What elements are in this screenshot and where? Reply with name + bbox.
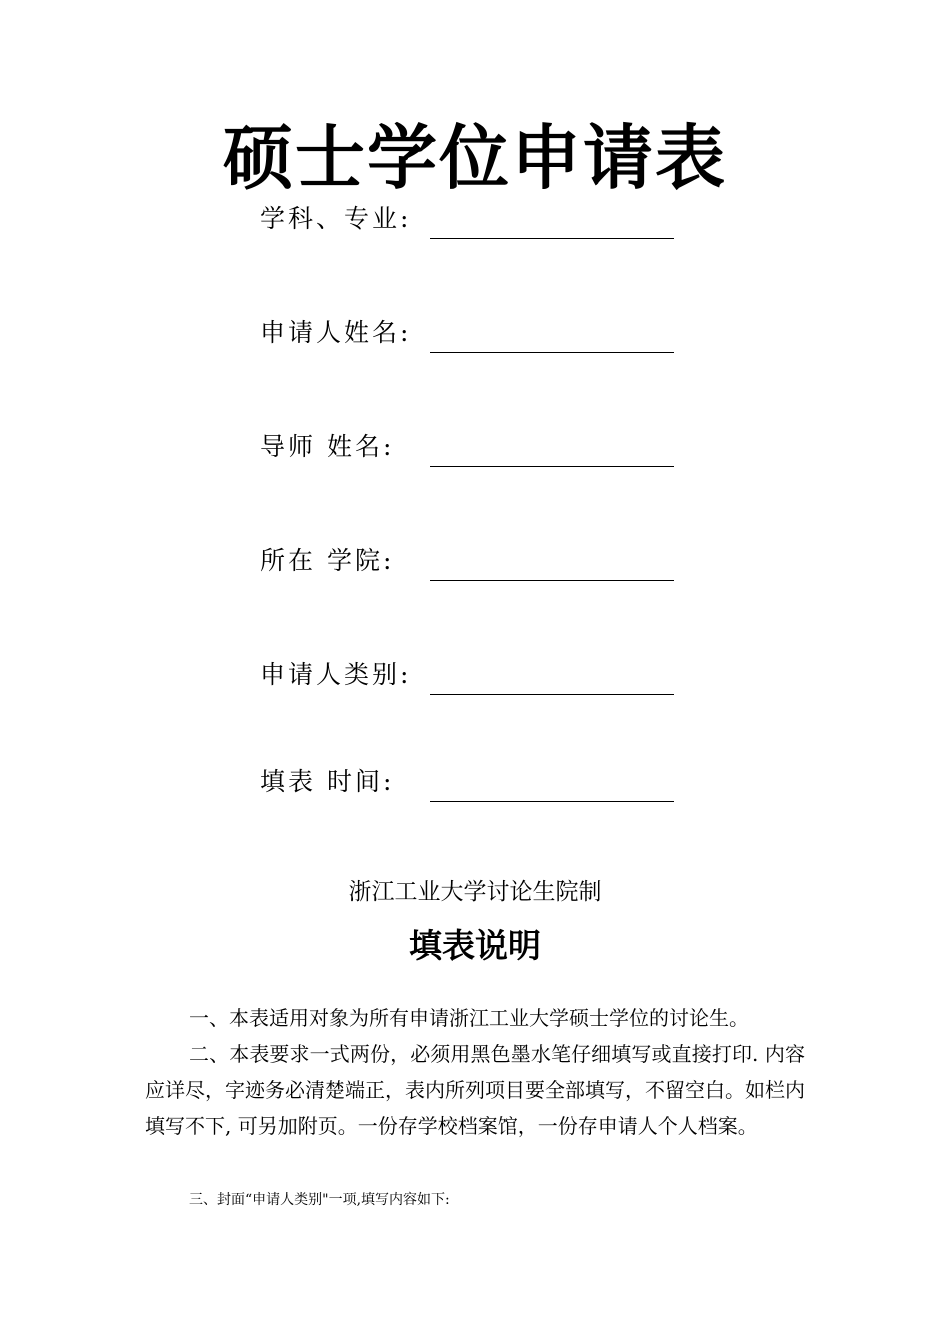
form-fill-line-applicant-type[interactable] [430,694,674,695]
form-label-discipline: 学科、专业: [260,204,412,233]
form-row-advisor-name [260,430,680,480]
instructions-heading: 填表说明 [409,926,541,965]
form-fill-line-fill-date[interactable] [430,801,674,802]
form-fill-line-advisor-name[interactable] [430,466,674,467]
form-label-fill-date: 填表 时间: [260,767,395,796]
page-title: 硕士学位申请表 [223,117,727,199]
form-row-applicant-type [260,658,680,708]
form-row-college [260,544,680,594]
form-label-college: 所在 学院: [260,546,395,575]
form-row-fill-date [260,765,680,815]
form-label-applicant-type: 申请人类别: [260,660,412,689]
instruction-item-1: 一、本表适用对象为所有申请浙江工业大学硕士学位的讨论生。 [189,1006,749,1030]
form-row-discipline [260,202,680,252]
instruction-item-3: 三、封面“申请人类别"一项,填写内容如下: [189,1192,450,1208]
form-label-applicant-name: 申请人姓名: [260,318,412,347]
form-row-applicant-name [260,316,680,366]
instruction-item-2: 二、本表要求一式两份，必须用黑色墨水笔仔细填写或直接打印. 内容应详尽，字迹务必清楚端正，表内所列项目要全部填写，不留空白。如栏内填写不下, 可另加附页。一份存学校档案馆，一份存申请人个人档案。 [145,1042,805,1138]
form-fill-line-discipline[interactable] [430,238,674,239]
form-fill-line-college[interactable] [430,580,674,581]
form-fill-line-applicant-name[interactable] [430,352,674,353]
issuer-text: 浙江工业大学讨论生院制 [348,879,602,905]
instructions-body [145,1000,805,1144]
form-label-advisor-name: 导师 姓名: [260,432,395,461]
